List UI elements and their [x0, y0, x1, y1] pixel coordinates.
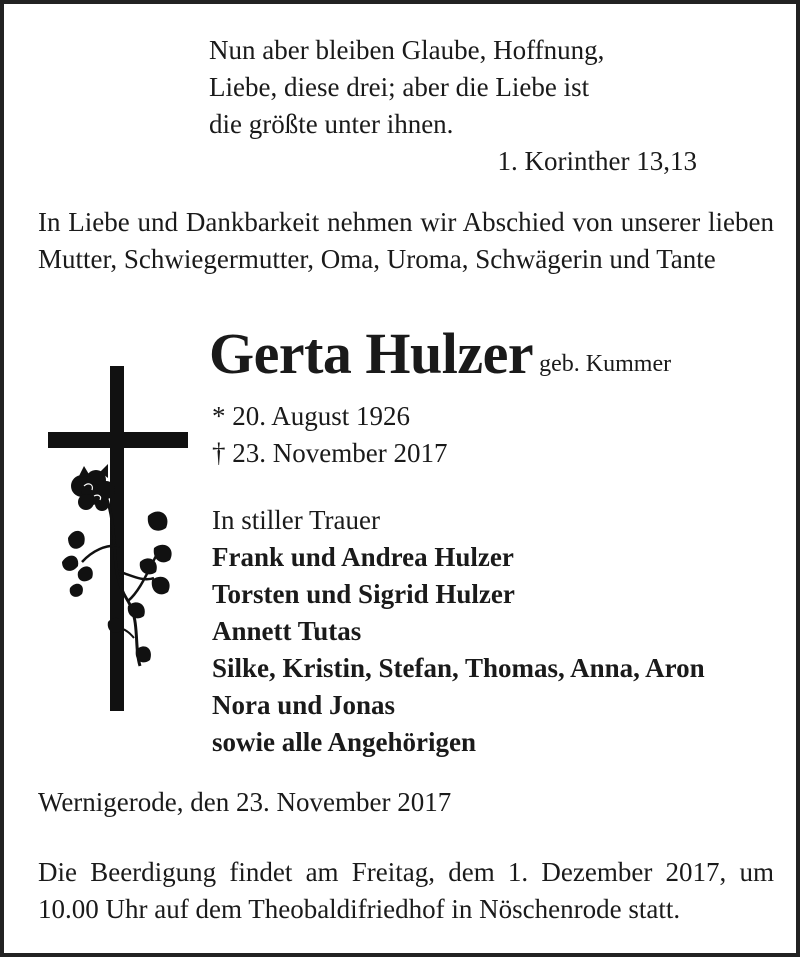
cross-with-rose-icon — [48, 366, 193, 716]
mourner-name: Frank und Andrea Hulzer — [212, 542, 514, 572]
deceased-name: Gerta Hulzer — [209, 321, 534, 386]
quote-line-1: Nun aber bleiben Glaube, Hoffnung, — [209, 35, 605, 65]
mourner-name: Nora und Jonas — [212, 690, 396, 720]
quote-line-2: Liebe, diese drei; aber die Liebe ist — [209, 72, 590, 102]
birth-date: * 20. August 1926 — [212, 401, 411, 431]
place-and-date: Wernigerode, den 23. November 2017 — [38, 787, 452, 817]
deceased-name-line — [209, 322, 774, 386]
mourners-lead: In stiller Trauer — [212, 505, 380, 535]
mourner-name: Annett Tutas — [212, 616, 362, 646]
life-dates — [212, 398, 447, 472]
mourner-name: sowie alle Angehörigen — [212, 727, 476, 757]
quote-line-3: die größte unter ihnen. — [209, 109, 454, 139]
mourners-block — [212, 502, 772, 761]
funeral-info: Die Beerdigung findet am Freitag, dem 1. Dezember 2017, um 10.00 Uhr auf dem Theobaldifriedhof in Nöschenrode statt. — [38, 857, 774, 924]
mourner-name: Torsten und Sigrid Hulzer — [212, 579, 515, 609]
quote-reference: 1. Korinther 13,13 — [497, 146, 697, 176]
bible-quote — [209, 32, 709, 180]
mourner-name: Silke, Kristin, Stefan, Thomas, Anna, Aron — [212, 653, 705, 683]
birth-name: geb. Kummer — [539, 351, 672, 377]
death-date: † 23. November 2017 — [212, 438, 448, 468]
intro-text: In Liebe und Dankbarkeit nehmen wir Abschied von unserer lieben Mutter, Schwiegermutter, Oma, Uroma, Schwägerin und Tante — [38, 207, 774, 274]
